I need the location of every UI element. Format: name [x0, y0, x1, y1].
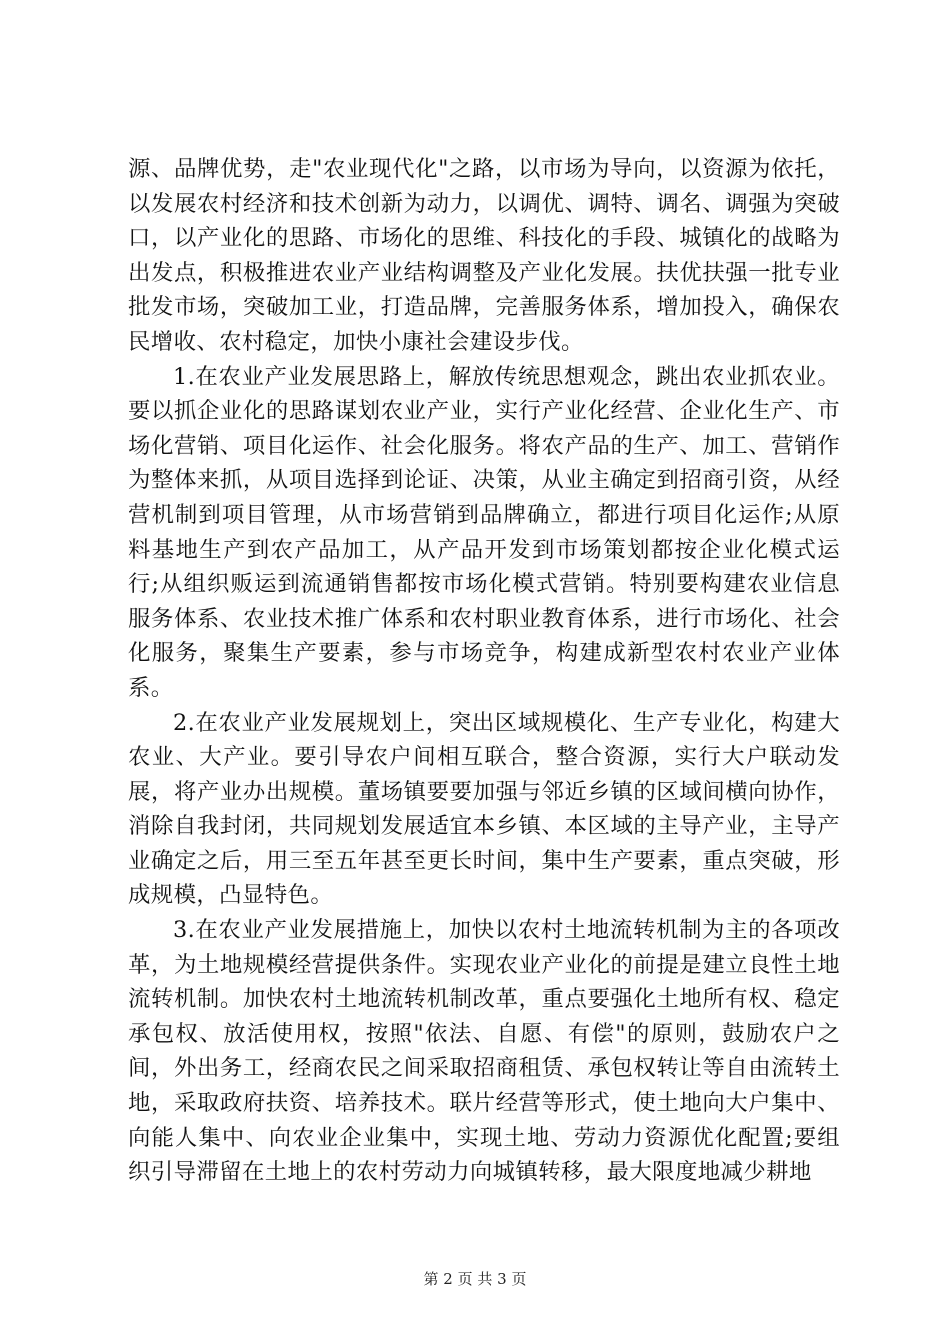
paragraph-continuation: 源、品牌优势，走"农业现代化"之路，以市场为导向，以资源为依托，以发展农村经济和技术创新为动力，以调优、调特、调名、调强为突破口，以产业化的思路、市场化的思维、科技化的手段、城镇化的战略为出发点，积极推进农业产业结构调整及产业化发展。扶优扶强一批专业批发市场，突破加工业，打造品牌，完善服务体系，增加投入，确保农民增收、农村稳定，加快小康社会建设步伐。	[128, 156, 840, 355]
page-footer: 第 2 页 共 3 页	[423, 1270, 527, 1288]
paragraph-item-2: 2.在农业产业发展规划上，突出区域规模化、生产专业化，构建大农业、大产业。要引导农户间相互联合，整合资源，实行大户联动发展，将产业办出规模。董场镇要要加强与邻近乡镇的区域间横向协作，消除自我封闭，共同规划发展适宜本乡镇、本区域的主导产业，主导产业确定之后，用三至五年甚至更长时间，集中生产要素，重点突破，形成规模，凸显特色。	[128, 709, 840, 909]
paragraph-item-3: 3.在农业产业发展措施上，加快以农村土地流转机制为主的各项改革，为土地规模经营提供条件。实现农业产业化的前提是建立良性土地流转机制。加快农村土地流转机制改革，重点要强化土地所有权、稳定承包权、放活使用权，按照"依法、自愿、有偿"的原则，鼓励农户之间，外出务工，经商农民之间采取招商租赁、承包权转让等自由流转土地，采取政府扶资、培养技术。联片经营等形式，使土地向大户集中、向能人集中、向农业企业集中，实现土地、劳动力资源优化配置;要组织引导滞留在土地上的农村劳动力向城镇转移，最大限度地减少耕地	[128, 917, 840, 1186]
document-body	[128, 152, 840, 1190]
paragraph-item-1: 1.在农业产业发展思路上，解放传统思想观念，跳出农业抓农业。要以抓企业化的思路谋划农业产业，实行产业化经营、企业化生产、市场化营销、项目化运作、社会化服务。将农产品的生产、加工、营销作为整体来抓，从项目选择到论证、决策，从业主确定到招商引资，从经营机制到项目管理，从市场营销到品牌确立，都进行项目化运作;从原料基地生产到农产品加工，从产品开发到市场策划都按企业化模式运行;从组织贩运到流通销售都按市场化模式营销。特别要构建农业信息服务体系、农业技术推广体系和农村职业教育体系，进行市场化、社会化服务，聚集生产要素，参与市场竞争，构建成新型农村农业产业体系。	[128, 363, 840, 701]
